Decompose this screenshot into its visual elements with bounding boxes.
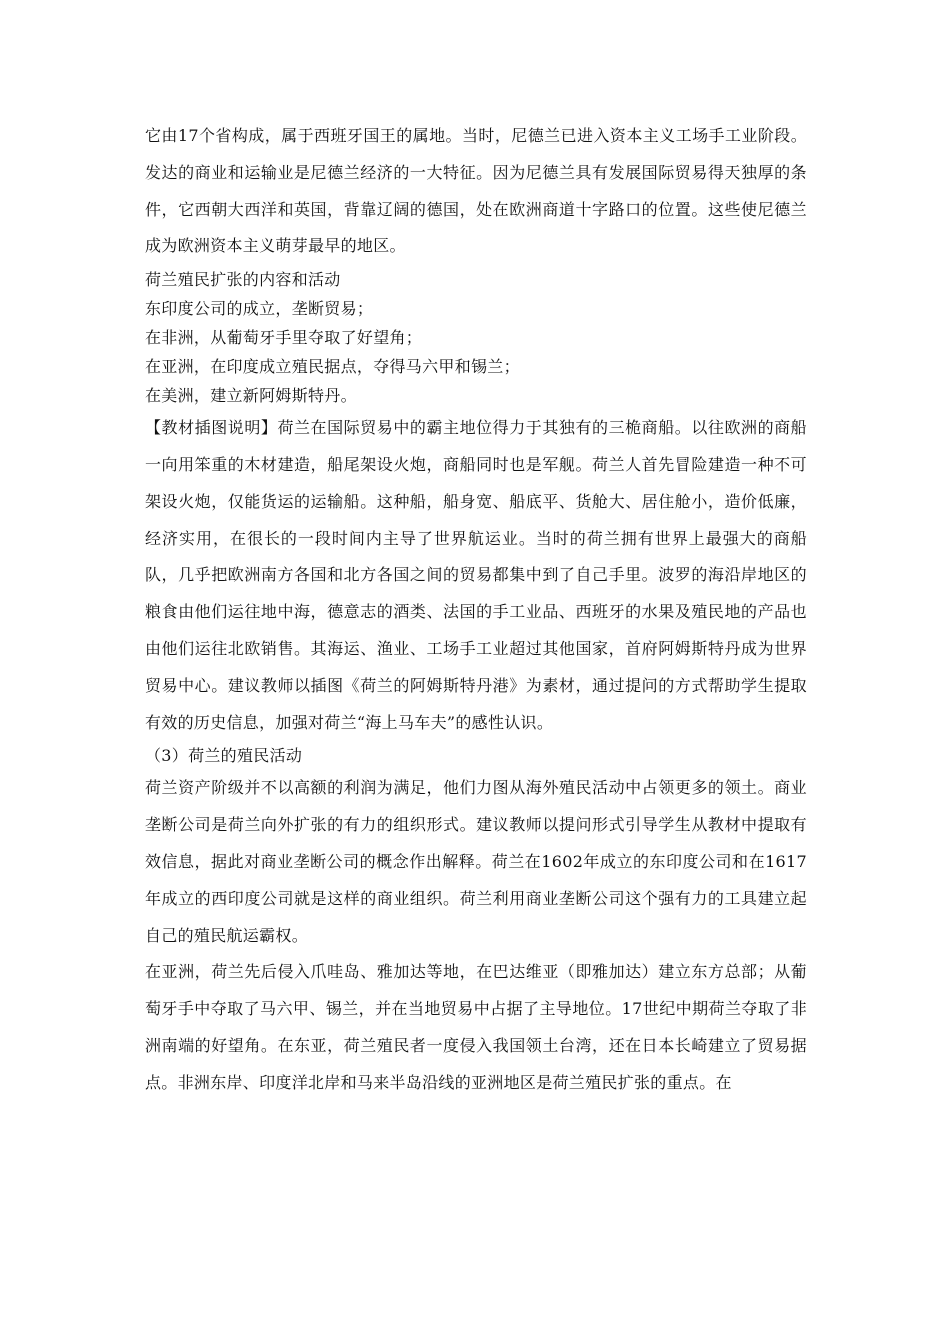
paragraph-east-india-company: 东印度公司的成立，垄断贸易； xyxy=(145,299,374,319)
paragraph-heading-dutch-expansion: 荷兰殖民扩张的内容和活动 xyxy=(145,270,341,290)
paragraph-africa: 在非洲，从葡萄牙手里夺取了好望角； xyxy=(145,328,423,348)
paragraph-illustration-note: 【教材插图说明】荷兰在国际贸易中的霸主地位得力于其独有的三桅商船。以往欧洲的商船一向用笨重的木材建造，船尾架设火炮，商船同时也是军舰。荷兰人首先冒险建造一种不可架设火炮，仅能货运的运输船。这种船，船身宽、船底平、货舱大、居住舱小，造价低廉，经济实用，在很长的一段时间内主导了世界航运业。当时的荷兰拥有世界上最强大的商船队，几乎把欧洲南方各国和北方各国之间的贸易都集中到了自己手里。波罗的海沿岸地区的粮食由他们运往地中海，德意志的酒类、法国的手工业品、西班牙的水果及殖民地的产品也由他们运往北欧销售。其海运、渔业、工场手工业超过其他国家，首府阿姆斯特丹成为世界贸易中心。建议教师以插图《荷兰的阿姆斯特丹港》为素材，通过提问的方式帮助学生提取有效的历史信息，加强对荷兰“海上马车夫”的感性认识。 xyxy=(145,418,807,732)
paragraph-asia-colonies: 在亚洲，荷兰先后侵入爪哇岛、雅加达等地，在巴达维亚（即雅加达）建立东方总部；从葡萄牙手中夺取了马六甲、锡兰，并在当地贸易中占据了主导地位。17世纪中期荷兰夺取了非洲南端的好望角。在东亚，荷兰殖民者一度侵入我国领土台湾，还在日本长崎建立了贸易据点。非洲东岸、印度洋北岸和马来半岛沿线的亚洲地区是荷兰殖民扩张的重点。在 xyxy=(145,962,807,1092)
paragraph-section-heading: （3）荷兰的殖民活动 xyxy=(145,746,303,766)
paragraph-netherlands-background: 它由17个省构成，属于西班牙国王的属地。当时，尼德兰已进入资本主义工场手工业阶段。发达的商业和运输业是尼德兰经济的一大特征。因为尼德兰具有发展国际贸易得天独厚的条件，它西朝大西洋和英国，背靠辽阔的德国，处在欧洲商道十字路口的位置。这些使尼德兰成为欧洲资本主义萌芽最早的地区。 xyxy=(145,126,807,256)
paragraph-asia: 在亚洲，在印度成立殖民据点，夺得马六甲和锡兰； xyxy=(145,357,520,377)
document-page xyxy=(145,118,807,1102)
paragraph-commercial-monopoly: 荷兰资产阶级并不以高额的利润为满足，他们力图从海外殖民活动中占领更多的领土。商业垄断公司是荷兰向外扩张的有力的组织形式。建议教师以提问形式引导学生从教材中提取有效信息，据此对商业垄断公司的概念作出解释。荷兰在1602年成立的东印度公司和在1617年成立的西印度公司就是这样的商业组织。荷兰利用商业垄断公司这个强有力的工具建立起自己的殖民航运霸权。 xyxy=(145,778,807,945)
paragraph-america: 在美洲，建立新阿姆斯特丹。 xyxy=(145,386,357,406)
